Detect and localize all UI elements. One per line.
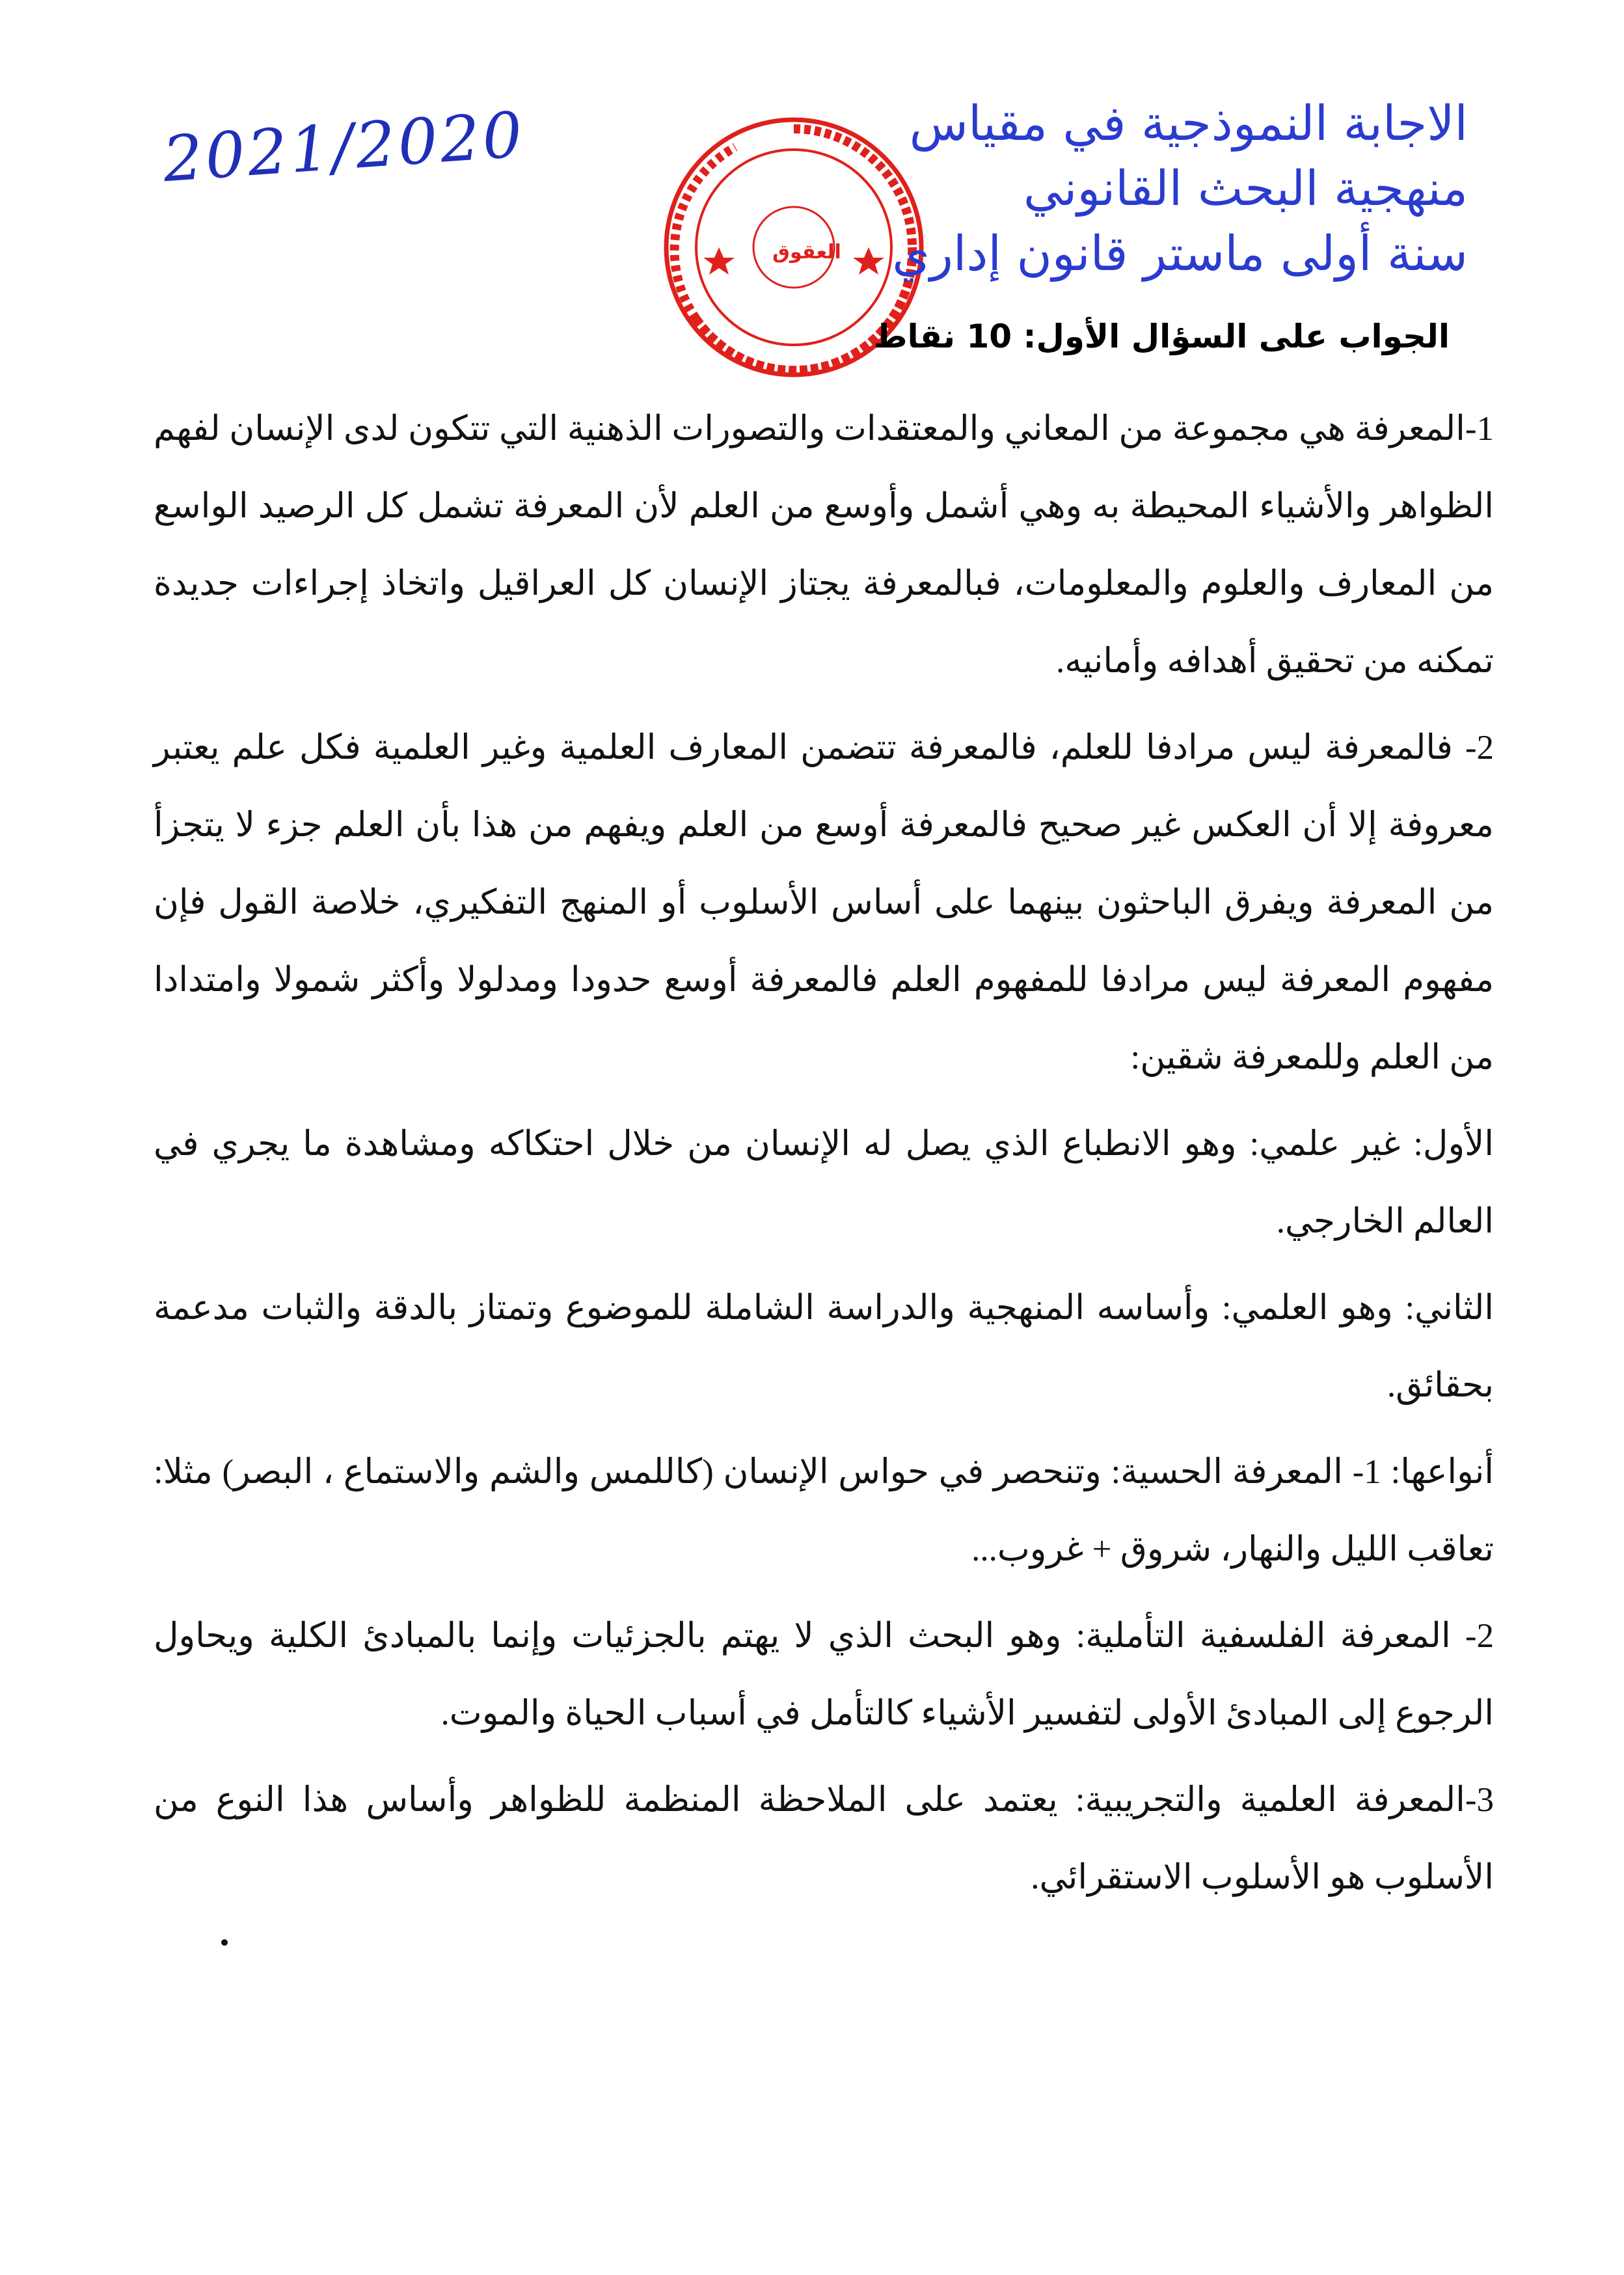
answer-body bbox=[154, 390, 1494, 1916]
paragraph-types-philosophical: 2- المعرفة الفلسفية التأملية: وهو البحث الذي لا يهتم بالجزئيات وإنما بالمبادئ الكلية ويحاول الرجوع إلى المبادئ الأولى لتفسير الأشياء كالتأمل في أسباب الحياة والموت. bbox=[154, 1617, 1494, 1732]
handwritten-note-line: الاجابة النموذجية في مقياس bbox=[909, 96, 1468, 152]
paragraph-first-part: الأول: غير علمي: وهو الانطباع الذي يصل له الإنسان من خلال احتكاكه ومشاهدة ما يجري في العالم الخارجي. bbox=[154, 1125, 1494, 1240]
paragraph-second-part: الثاني: وهو العلمي: وأساسه المنهجية والدراسة الشاملة للموضوع وتمتاز بالدقة والثبات مدعمة بحقائق. bbox=[154, 1289, 1494, 1404]
handwritten-note-line: سنة أولى ماستر قانون إداري bbox=[892, 226, 1468, 282]
paragraph-knowledge-definition: 1-المعرفة هي مجموعة من المعاني والمعتقدات والتصورات الذهنية التي تتكون لدى الإنسان لفهم الظواهر والأشياء المحيطة به وهي أشمل وأوسع من العلم لأن المعرفة تشمل كل الرصيد الواسع من المعارف والعلوم والمعلومات، فبالمعرفة يجتاز الإنسان كل العراقيل واتخاذ إجراءات جديدة تمكنه من تحقيق أهدافه وأمانيه. bbox=[154, 410, 1494, 680]
handwritten-note bbox=[687, 91, 1468, 286]
paragraph-knowledge-vs-science: 2- فالمعرفة ليس مرادفا للعلم، فالمعرفة تتضمن المعارف العلمية وغير العلمية فكل علم يعتبر معروفة إلا أن العكس غير صحيح فالمعرفة أوسع من العلم ويفهم من هذا بأن العلم جزء لا يتجزأ من المعرفة ويفرق الباحثون بينهما على أساس الأسلوب أو المنهج التفكيري، خلاصة القول فإن مفهوم المعرفة ليس مرادفا للمفهوم العلم فالمعرفة أوسع حدودا ومدلولا وأكثر شمولا وامتدادا من العلم وللمعرفة شقين: bbox=[154, 729, 1494, 1076]
handwritten-date: 2021/2020 bbox=[160, 98, 528, 197]
handwritten-note-line: منهجية البحث القانوني bbox=[1023, 161, 1468, 217]
paragraph-types-sensory: أنواعها: 1- المعرفة الحسية: وتنحصر في حواس الإنسان (كاللمس والشم والاستماع ، البصر) مثلا: تعاقب الليل والنهار، شروق + غروب... bbox=[154, 1453, 1494, 1568]
answer-heading: الجواب على السؤال الأول: 10 نقاط bbox=[873, 318, 1450, 355]
stamp-center-text: العقوق bbox=[772, 241, 841, 264]
paragraph-types-scientific: 3-المعرفة العلمية والتجريبية: يعتمد على الملاحظة المنظمة للظواهر وأساس هذا النوع من الأسلوب هو الأسلوب الاستقرائي. bbox=[154, 1781, 1494, 1896]
stray-mark bbox=[221, 1939, 228, 1946]
